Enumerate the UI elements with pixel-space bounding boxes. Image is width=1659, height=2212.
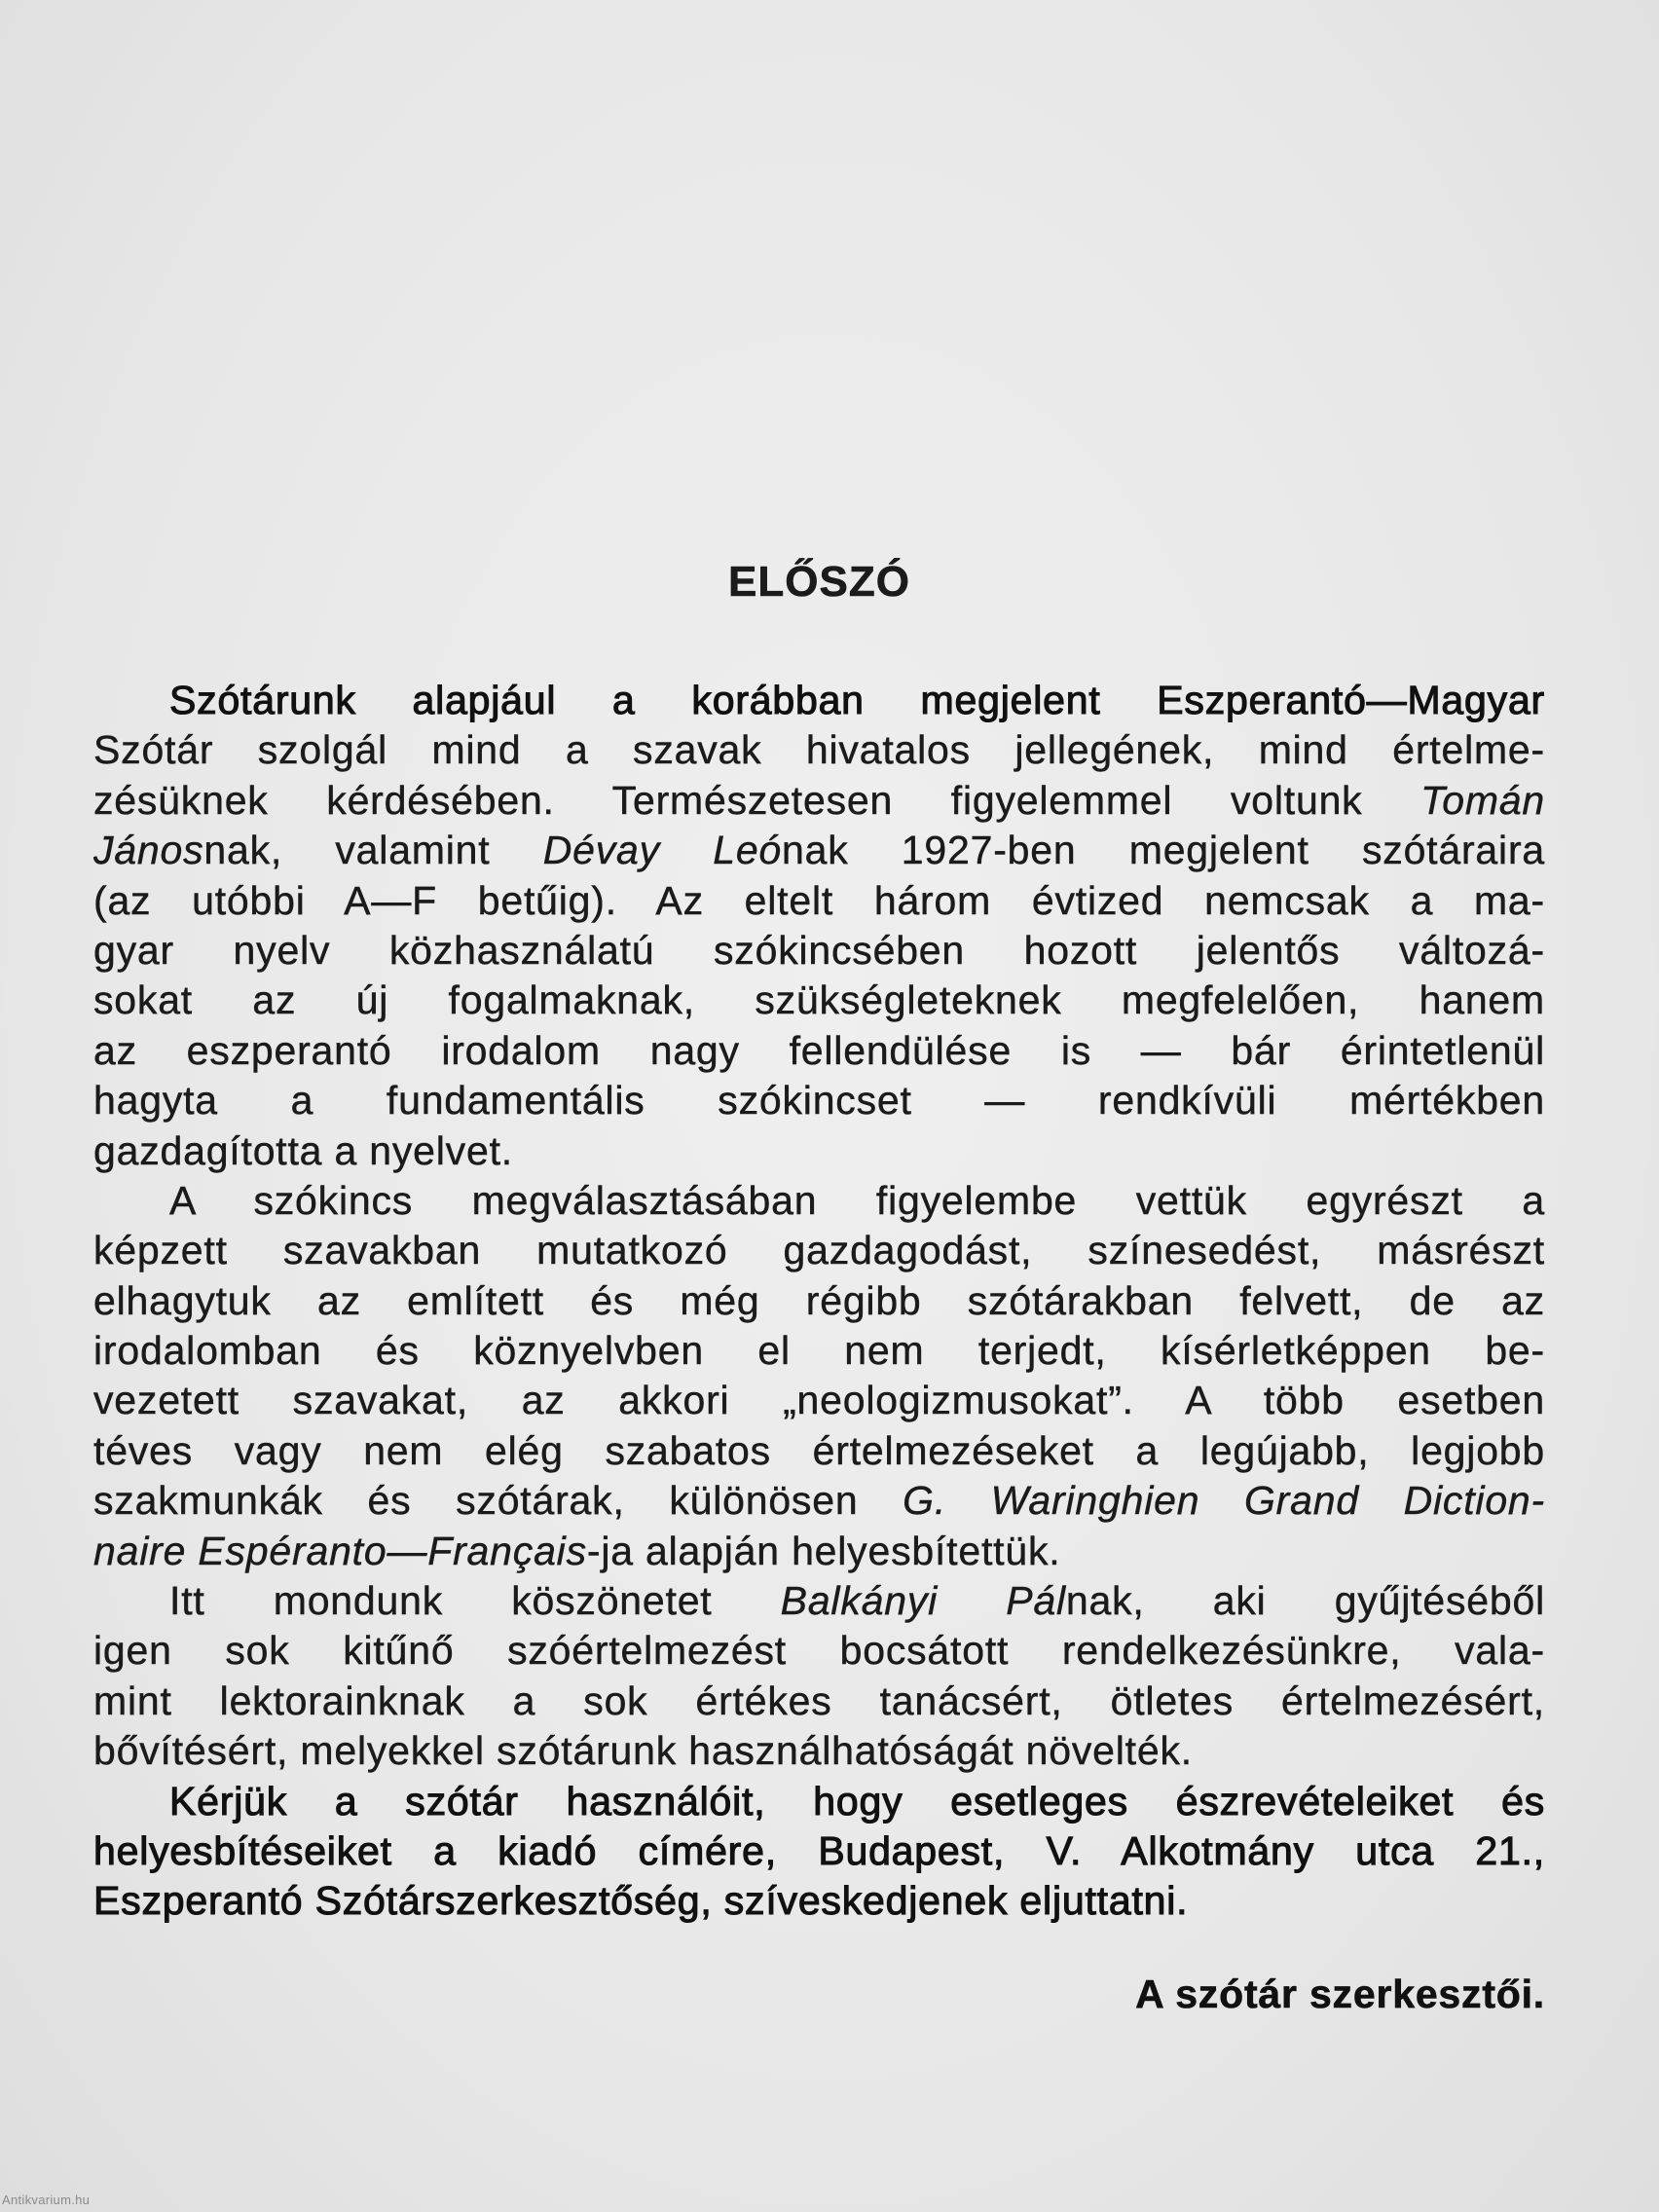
- text-run: szakmunkák és szótárak, különösen: [93, 1478, 903, 1524]
- text-line: [93, 826, 1545, 875]
- paragraph: [93, 676, 1545, 1176]
- text-line: [93, 1826, 1545, 1876]
- text-line: [93, 1726, 1545, 1776]
- text-line: [93, 976, 1545, 1025]
- text-run: igen sok kitűnő szóértelmezést bocsátott rendelkezésünkre, vala-: [93, 1628, 1545, 1674]
- text-run: Szótárunk alapjául a korábban megjelent Eszperantó—Magyar: [169, 678, 1545, 722]
- text-line: [93, 1426, 1545, 1476]
- text-run: helyesbítéseiket a kiadó címére, Budapest, V. Alkotmány utca 21.,: [93, 1827, 1545, 1873]
- text-run: -ja alapján helyesbítettük.: [586, 1528, 1061, 1573]
- text-line: [93, 1777, 1545, 1826]
- text-line: [93, 926, 1545, 976]
- text-run: (az utóbbi A—F betűig). Az eltelt három évtized nemcsak a ma-: [93, 877, 1545, 923]
- text-run: nak, valamint: [203, 828, 543, 873]
- signature: A szótár szerkesztői.: [1135, 1971, 1545, 2016]
- italic-text: Balkányi Pál: [780, 1578, 1066, 1624]
- preface-body: [93, 676, 1545, 2019]
- text-run: sokat az új fogalmaknak, szükségleteknek megfelelően, hanem: [93, 977, 1545, 1023]
- text-line: [93, 676, 1545, 725]
- text-line: [93, 876, 1545, 926]
- page-title: ELŐSZÓ: [728, 558, 910, 606]
- text-run: az eszperantó irodalom nagy fellendülése is — bár érintetlenül: [93, 1027, 1545, 1073]
- text-run: bővítésért, melyekkel szótárunk használhatóságát növelték.: [93, 1728, 1193, 1774]
- text-run: zésüknek kérdésében. Természetesen figyelemmel voltunk: [93, 777, 1421, 823]
- text-run: nak 1927-ben megjelent szótáraira: [782, 828, 1545, 873]
- italic-text: János: [93, 828, 204, 873]
- italic-text: Tomán: [1420, 777, 1545, 823]
- text-line: [93, 1626, 1545, 1676]
- text-line: [93, 1677, 1545, 1726]
- text-line: [93, 1876, 1545, 1926]
- text-run: hagyta a fundamentális szókincset — rendkívüli mértékben: [93, 1078, 1545, 1124]
- text-run: téves vagy nem elég szabatos értelmezéseket a legújabb, legjobb: [93, 1427, 1545, 1473]
- text-run: mint lektorainknak a sok értékes tanácsért, ötletes értelmezésért,: [93, 1677, 1545, 1723]
- text-run: irodalomban és köznyelvben el nem terjedt, kísérletképpen be-: [93, 1328, 1545, 1374]
- italic-text: G. Waringhien Grand Diction-: [903, 1478, 1545, 1524]
- watermark: Antikvarium.hu: [2, 2193, 91, 2207]
- paragraph: [93, 1576, 1545, 1777]
- text-run: vezetett szavakat, az akkori „neologizmusokat”. A több esetben: [93, 1378, 1545, 1423]
- text-run: Eszperantó Szótárszerkesztőség, szíveskedjenek eljuttatni.: [93, 1878, 1189, 1924]
- text-line: [93, 1126, 1545, 1176]
- text-run: Itt mondunk köszönetet: [169, 1578, 781, 1624]
- text-run: gyar nyelv közhasználatú szókincsében hozott jelentős változá-: [93, 927, 1545, 973]
- paragraph: [93, 1176, 1545, 1576]
- text-run: Kérjük a szótár használóit, hogy esetleges észrevételeiket és: [169, 1778, 1545, 1824]
- text-run: képzett szavakban mutatkozó gazdagodást, színesedést, másrészt: [93, 1228, 1545, 1273]
- italic-text: Dévay Leó: [542, 828, 783, 873]
- text-run: A szókincs megválasztásában figyelembe vettük egyrészt a: [169, 1177, 1545, 1223]
- text-run: Szótár szolgál mind a szavak hivatalos jellegének, mind értelme-: [93, 727, 1545, 773]
- text-run: gazdagította a nyelvet.: [93, 1127, 513, 1173]
- text-line: [93, 1527, 1545, 1576]
- text-line: [93, 1176, 1545, 1226]
- text-line: [93, 1576, 1545, 1626]
- text-line: [93, 725, 1545, 775]
- text-line: [93, 1076, 1545, 1125]
- text-run: elhagytuk az említett és még régibb szótárakban felvett, de az: [93, 1277, 1545, 1323]
- text-line: [93, 1326, 1545, 1376]
- text-line: [93, 1476, 1545, 1526]
- text-run: nak, aki gyűjtéséből: [1065, 1578, 1545, 1624]
- text-line: [93, 1376, 1545, 1425]
- text-line: [93, 1026, 1545, 1076]
- italic-text: naire Espéranto—Français: [93, 1528, 587, 1573]
- text-line: [93, 1276, 1545, 1326]
- text-line: [93, 1226, 1545, 1275]
- paragraph: [93, 1777, 1545, 1927]
- text-line: [93, 776, 1545, 826]
